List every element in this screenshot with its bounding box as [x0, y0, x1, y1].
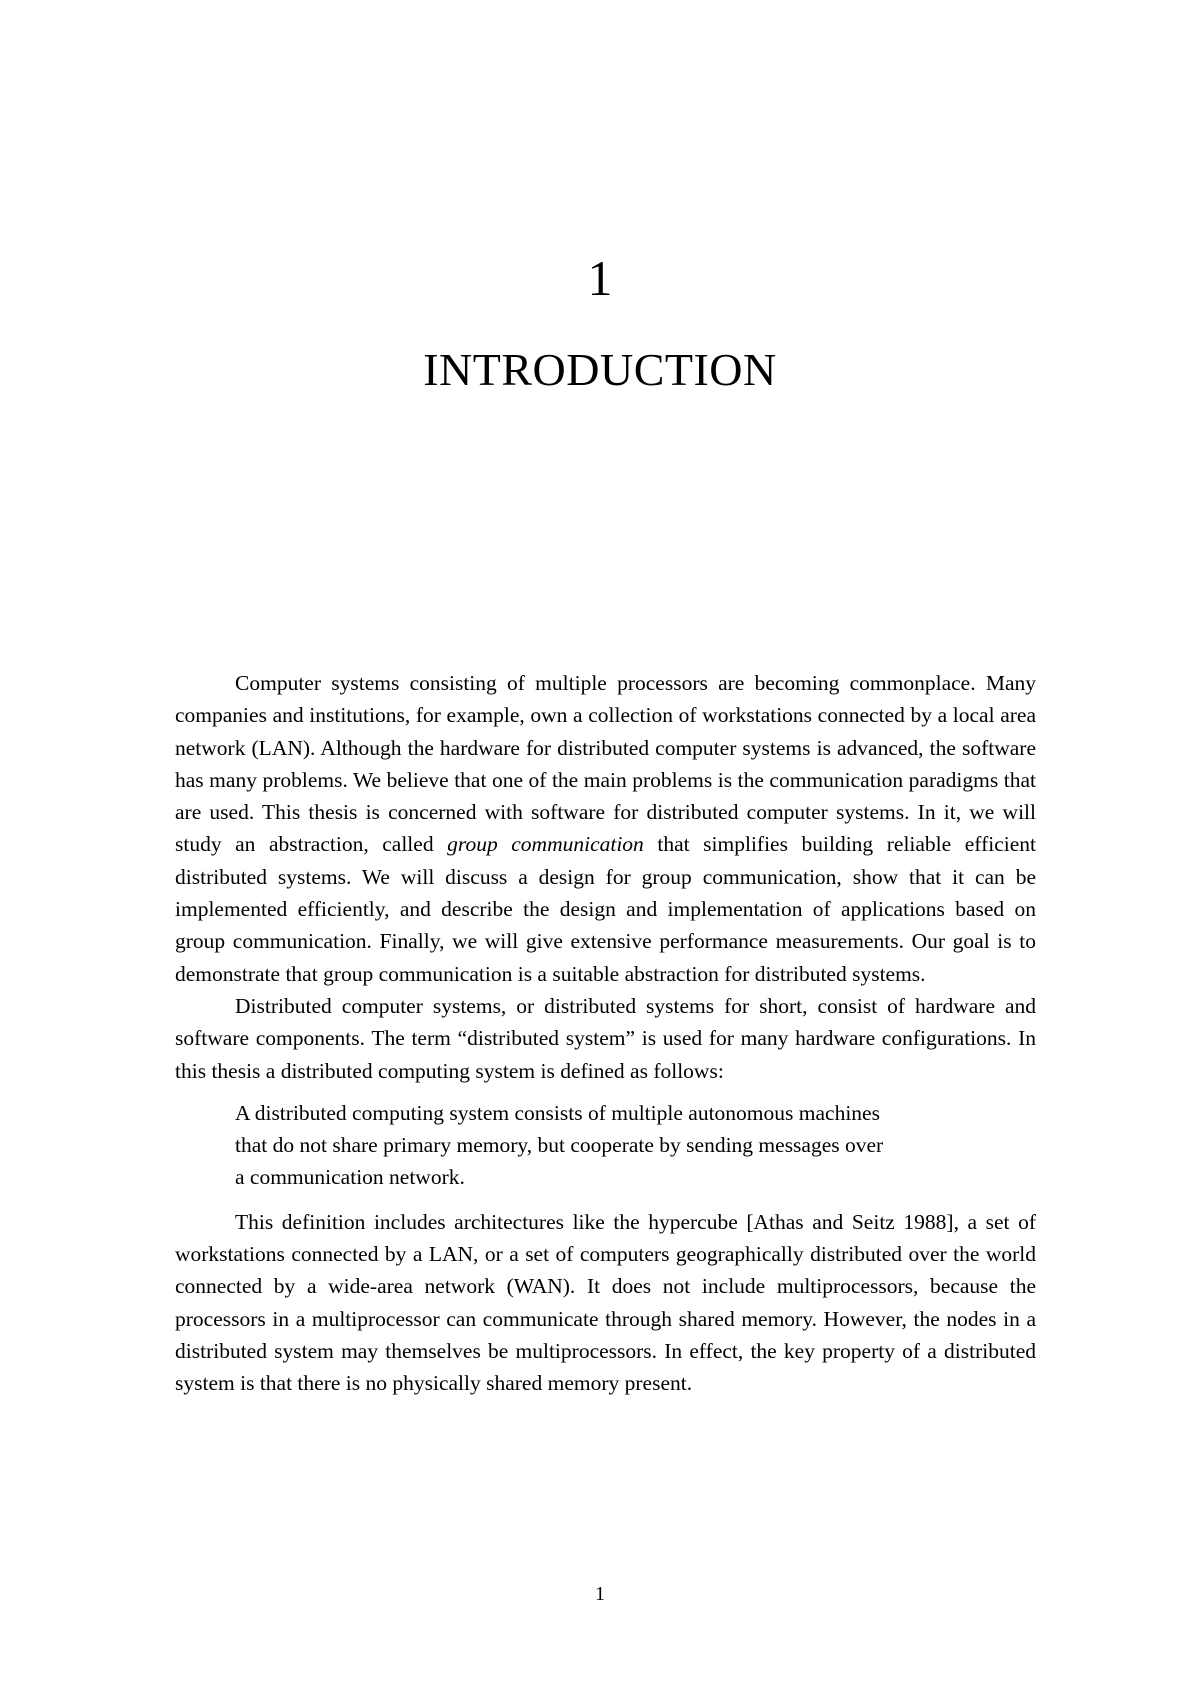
chapter-title: INTRODUCTION [423, 344, 777, 395]
definition-block-quote [235, 1097, 975, 1194]
chapter-number: 1 [587, 250, 613, 306]
quote-line: a communication network. [235, 1165, 465, 1190]
emphasis-group-communication: group communication [447, 832, 644, 857]
paragraph-definition-lead: Distributed computer systems, or distributed systems for short, consist of hardware and software components. The term “distributed system” is used for many hardware configurations. In this thesis a distributed computing system is defined as follows: [175, 993, 1036, 1083]
body-text [175, 667, 1036, 1400]
paragraph-intro-text-start: Computer systems consisting of multiple processors are becoming commonplace. Many companies and institutions, for example, own a collection of workstations connected by a local area network (LAN). Although the hardware for distributed computer systems is advanced, the software has many problems. We believe that one of the main problems is the communication paradigms that are used. This thesis is concerned with software for distributed computer systems. In it, we will study an abstraction, called [175, 671, 1036, 857]
quote-line: A distributed computing system consists of multiple autonomous machines [235, 1100, 880, 1125]
quote-line: that do not share primary memory, but cooperate by sending messages over [235, 1133, 884, 1158]
paragraph-intro-text-end: that simplifies building reliable efficient distributed systems. We will discuss a design for group communication, show that it can be implemented efficiently, and describe the design and implementation of applications based on group communication. Finally, we will give extensive performance measurements. Our goal is to demonstrate that group communication is a suitable abstraction for distributed systems. [175, 832, 1036, 986]
page-number: 1 [595, 1583, 605, 1605]
paragraph-definition-scope: This definition includes architectures like the hypercube [Athas and Seitz 1988], a set of workstations connected by a LAN, or a set of computers geographically distributed over the world connected by a wide-area network (WAN). It does not include multiprocessors, because the processors in a multiprocessor can communicate through shared memory. However, the nodes in a distributed system may themselves be multiprocessors. In effect, the key property of a distributed system is that there is no physically shared memory present. [175, 1209, 1036, 1396]
paragraph-intro [175, 667, 1036, 990]
